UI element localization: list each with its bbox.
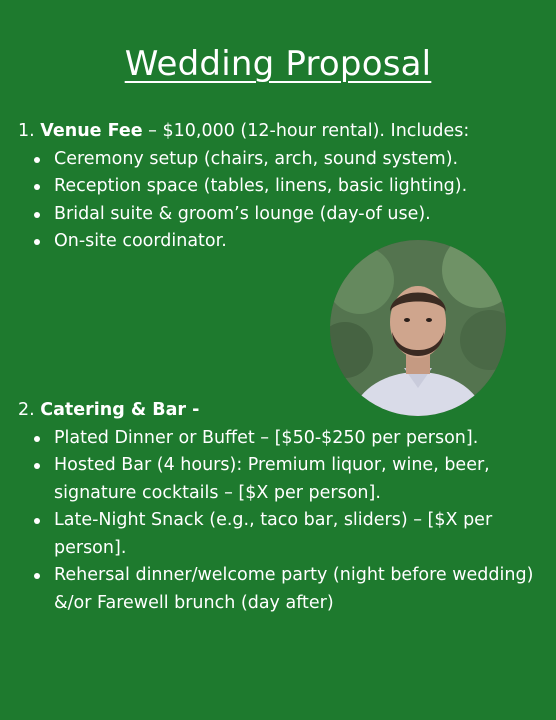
list-item: Reception space (tables, linens, basic lighting).: [18, 173, 548, 201]
catering-bar-list: [18, 425, 548, 618]
presenter-photo-illustration: [330, 240, 506, 416]
venue-fee-section: [18, 118, 548, 256]
list-item: Late-Night Snack (e.g., taco bar, sliders) – [$X per person].: [18, 507, 548, 562]
page-title: Wedding Proposal: [124, 44, 432, 84]
section-number: 1.: [18, 121, 35, 141]
list-item: Bridal suite & groom’s lounge (day-of use).: [18, 201, 548, 229]
list-item: Ceremony setup (chairs, arch, sound system).: [18, 146, 548, 174]
catering-bar-section: [18, 397, 548, 617]
list-item: Plated Dinner or Buffet – [$50-$250 per person].: [18, 425, 548, 453]
venue-fee-list: [18, 146, 548, 256]
list-item: Rehersal dinner/welcome party (night before wedding) &/or Farewell brunch (day after): [18, 562, 548, 617]
section-title: Catering & Bar -: [40, 400, 200, 420]
list-item: On-site coordinator.: [18, 228, 548, 256]
section-number: 2.: [18, 400, 35, 420]
list-item: Hosted Bar (4 hours): Premium liquor, wine, beer, signature cocktails – [$X per person].: [18, 452, 548, 507]
section-title: Venue Fee: [40, 121, 143, 141]
section-intro: – $10,000 (12-hour rental). Includes:: [142, 121, 470, 141]
presenter-avatar: [330, 240, 506, 416]
section-heading: [18, 397, 548, 425]
section-heading: [18, 118, 548, 146]
